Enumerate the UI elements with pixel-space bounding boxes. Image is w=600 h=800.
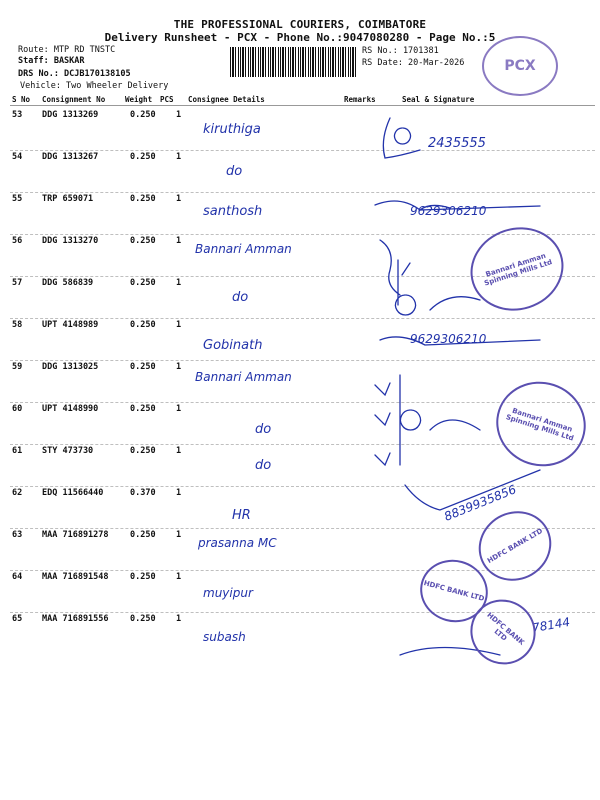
row-pcs: 1 <box>176 194 182 204</box>
row-consignee: do <box>226 164 243 179</box>
row-pcs: 1 <box>176 278 182 288</box>
row-weight: 0.250 <box>130 446 156 456</box>
rs-number: RS No.: 1701381 <box>362 46 439 56</box>
company-seal-stamp: Bannari Amman Spinning Mills Ltd <box>485 370 597 478</box>
header-divider <box>10 105 595 106</box>
row-consignee: muyipur <box>203 586 253 600</box>
row-pcs: 1 <box>176 488 182 498</box>
signature-scribble <box>383 118 420 158</box>
row-sno: 58 <box>12 320 23 330</box>
row-consignment: UPT 4148989 <box>42 320 99 330</box>
col-remarks: Remarks <box>344 95 376 104</box>
row-weight: 0.250 <box>130 236 156 246</box>
bank-seal-stamp: HDFC BANK LTD <box>457 586 549 677</box>
company-title: THE PROFESSIONAL COURIERS, COIMBATORE <box>173 18 427 31</box>
row-consignee: HR <box>232 508 251 523</box>
col-seal: Seal & Signature <box>402 95 475 104</box>
col-consignment: Consignment No <box>42 95 106 104</box>
row-phone: 8839935856 <box>442 482 519 524</box>
row-pcs: 1 <box>176 152 182 162</box>
row-consignee: santhosh <box>203 204 263 219</box>
row-consignment: DDG 1313269 <box>42 110 99 120</box>
row-consignment: MAA 716891548 <box>42 572 109 582</box>
row-sno: 62 <box>12 488 23 498</box>
signature-scribble <box>396 295 481 315</box>
row-pcs: 1 <box>176 320 182 330</box>
col-consignee: Consignee Details <box>188 95 265 104</box>
row-weight: 0.250 <box>130 152 156 162</box>
row-sno: 65 <box>12 614 23 624</box>
rs-date: RS Date: 20-Mar-2026 <box>362 58 465 68</box>
row-phone: 78144 <box>531 614 572 636</box>
row-sno: 64 <box>12 572 23 582</box>
row-phone: 9629306210 <box>410 204 487 218</box>
row-consignment: EDQ 11566440 <box>42 488 104 498</box>
col-weight: Weight <box>125 95 153 104</box>
signature-scribble <box>401 410 481 430</box>
row-weight: 0.250 <box>130 614 156 624</box>
vehicle-label: Vehicle: Two Wheeler Delivery <box>20 81 169 91</box>
bank-seal-stamp: HDFC BANK LTD <box>466 498 564 594</box>
col-sno: S No <box>12 95 31 104</box>
pcx-stamp: PCX <box>482 36 558 96</box>
signature-scribble <box>380 337 540 345</box>
row-sno: 57 <box>12 278 23 288</box>
row-pcs: 1 <box>176 446 182 456</box>
row-pcs: 1 <box>176 404 182 414</box>
row-consignment: DDG 1313025 <box>42 362 99 372</box>
row-consignee: Bannari Amman <box>195 242 292 256</box>
row-weight: 0.250 <box>130 110 156 120</box>
row-sno: 55 <box>12 194 23 204</box>
row-weight: 0.250 <box>130 320 156 330</box>
row-weight: 0.250 <box>130 572 156 582</box>
row-pcs: 1 <box>176 236 182 246</box>
row-phone: 2435555 <box>428 136 486 151</box>
row-consignment: DDG 1313267 <box>42 152 99 162</box>
staff-label: Staff: BASKAR <box>18 56 85 66</box>
row-weight: 0.250 <box>130 362 156 372</box>
drs-label: DRS No.: DCJB170138105 <box>18 69 131 79</box>
row-consignee: do <box>232 290 249 305</box>
row-sno: 54 <box>12 152 23 162</box>
row-sno: 63 <box>12 530 23 540</box>
row-consignment: MAA 716891556 <box>42 614 109 624</box>
row-sno: 56 <box>12 236 23 246</box>
route-label: Route: MTP RD TNSTC <box>18 45 116 55</box>
company-seal-stamp: Bannari Amman Spinning Mills Ltd <box>460 215 575 322</box>
row-consignment: DDG 1313270 <box>42 236 99 246</box>
row-consignee: kiruthiga <box>203 122 261 137</box>
bank-seal-stamp: HDFC BANK LTD <box>413 552 495 629</box>
row-weight: 0.250 <box>130 530 156 540</box>
row-consignee: Gobinath <box>203 338 263 353</box>
signature-scribble <box>375 201 540 210</box>
row-consignee: subash <box>203 630 246 644</box>
col-pcs: PCS <box>160 95 174 104</box>
row-consignment: STY 473730 <box>42 446 94 456</box>
row-consignee: do <box>255 422 272 437</box>
row-consignee: Bannari Amman <box>195 370 292 384</box>
row-pcs: 1 <box>176 362 182 372</box>
row-sno: 60 <box>12 404 23 414</box>
row-weight: 0.250 <box>130 404 156 414</box>
row-consignee: do <box>255 458 272 473</box>
row-consignment: TRP 659071 <box>42 194 94 204</box>
row-sno: 53 <box>12 110 23 120</box>
row-sno: 61 <box>12 446 23 456</box>
runsheet-subtitle: Delivery Runsheet - PCX - Phone No.:9047080280 - Page No.:5 <box>104 31 496 44</box>
row-consignment: UPT 4148990 <box>42 404 99 414</box>
barcode <box>230 47 358 77</box>
row-pcs: 1 <box>176 530 182 540</box>
row-weight: 0.250 <box>130 194 156 204</box>
row-pcs: 1 <box>176 614 182 624</box>
row-pcs: 1 <box>176 110 182 120</box>
row-consignee: prasanna MC <box>198 536 277 550</box>
row-pcs: 1 <box>176 572 182 582</box>
row-phone: 9629306210 <box>410 332 487 346</box>
row-consignment: DDG 586839 <box>42 278 94 288</box>
row-weight: 0.370 <box>130 488 156 498</box>
row-weight: 0.250 <box>130 278 156 288</box>
signature-scribble <box>405 470 540 510</box>
row-consignment: MAA 716891278 <box>42 530 109 540</box>
row-sno: 59 <box>12 362 23 372</box>
signature-scribble <box>375 375 400 465</box>
